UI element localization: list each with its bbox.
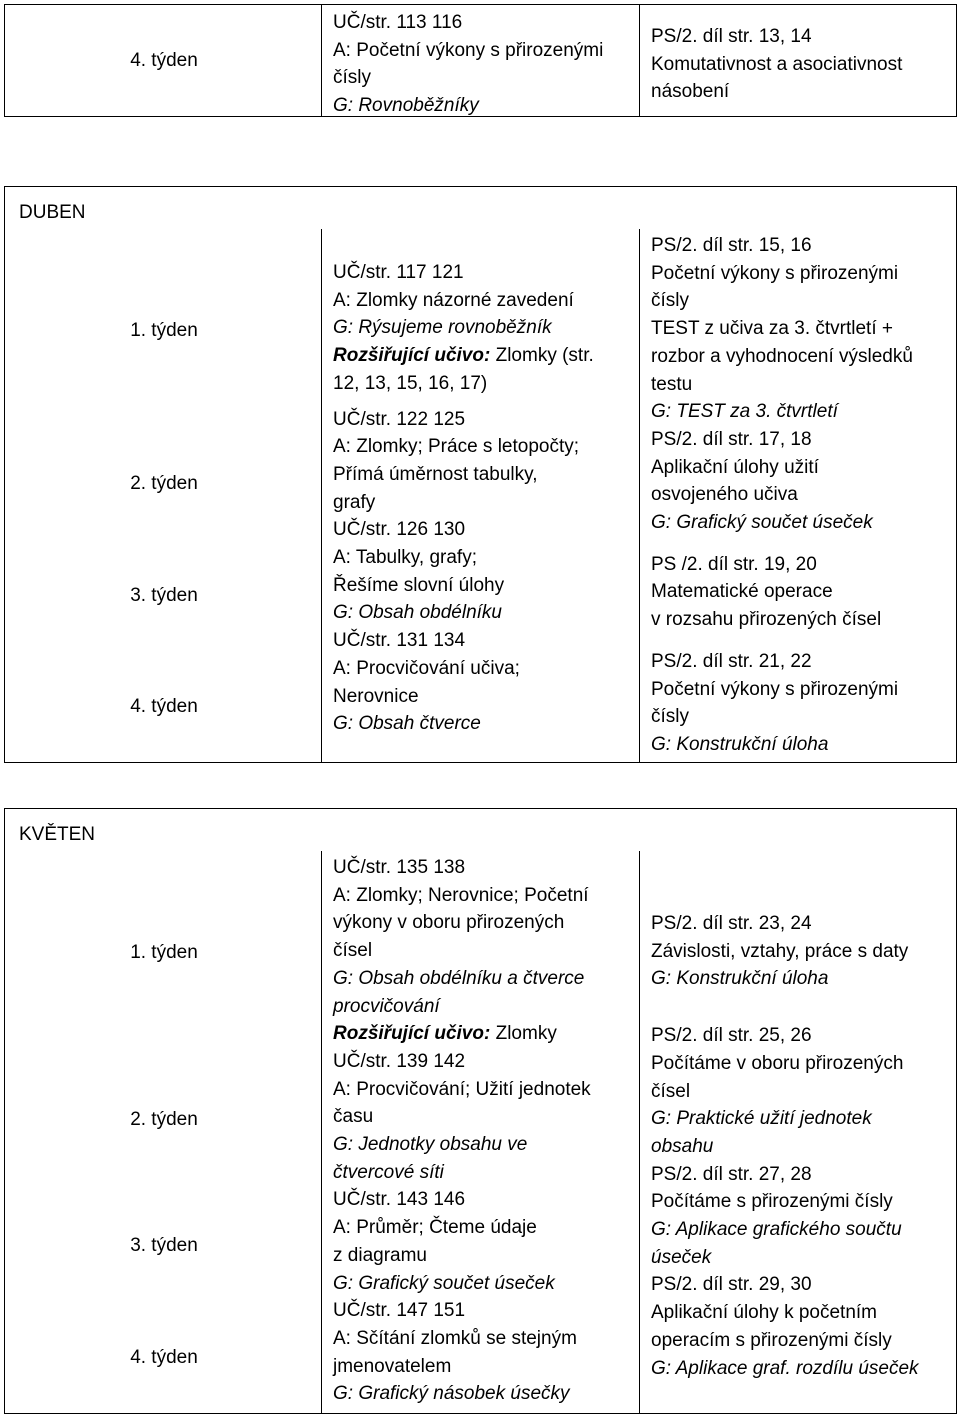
text-line: G: Obsah obdélníku a čtverce: [333, 967, 585, 989]
text-line: UČ/str. 113 116: [333, 12, 463, 33]
text-line: A: Sčítání zlomků se stejným: [333, 1327, 577, 1349]
text-line: A: Početní výkony s přirozenými: [333, 39, 604, 61]
text-line: čísly: [651, 706, 689, 728]
text-line: Aplikační úlohy užití: [651, 456, 819, 478]
text-line: Početní výkony s přirozenými: [651, 678, 899, 700]
text-line: A: Zlomky; Práce s letopočty;: [333, 436, 580, 458]
spacer: [651, 537, 913, 551]
text-line: čísly: [651, 290, 689, 312]
text-line: PS/2. díl str. 15, 16: [651, 235, 812, 256]
text-line: PS/2. díl str. 23, 24: [651, 913, 812, 934]
text-line: PS /2. díl str. 19, 20: [651, 553, 817, 575]
week-label: 2. týden: [130, 1109, 198, 1130]
text-line: Nerovnice: [333, 685, 419, 707]
text-line: Matematické operace: [651, 581, 833, 603]
text-line: UČ/str. 117 121: [333, 262, 464, 283]
text-line: PS/2. díl str. 29, 30: [651, 1274, 812, 1296]
text-line: [333, 342, 594, 370]
text-line: G: Konstrukční úloha: [651, 733, 829, 755]
text-line: UČ/str. 135 138: [333, 857, 466, 878]
text-line: času: [333, 1106, 374, 1128]
text-line: PS/2. díl str. 27, 28: [651, 1163, 812, 1185]
text-line: výkony v oboru přirozených: [333, 912, 565, 934]
divider: [639, 5, 640, 116]
text-line: PS/2. díl str. 21, 22: [651, 650, 812, 672]
text-line: čísel: [651, 1080, 691, 1102]
extension-text: Zlomky (str.: [490, 345, 594, 367]
week-label: 4. týden: [130, 696, 198, 717]
text-line: [333, 1020, 591, 1048]
kveten-table: [4, 808, 957, 1414]
workbook-cell: [651, 910, 919, 1382]
text-line: Počítáme s přirozenými čísly: [651, 1191, 893, 1213]
text-line: UČ/str. 143 146: [333, 1189, 466, 1211]
text-line: A: Zlomky; Nerovnice; Početní: [333, 884, 589, 906]
week-label: 3. týden: [130, 585, 198, 606]
text-line: G: Grafický součet úseček: [333, 1272, 555, 1294]
text-line: G: Aplikace graf. rozdílu úseček: [651, 1357, 919, 1379]
text-line: čísel: [333, 940, 373, 962]
week-label: 2. týden: [130, 473, 198, 494]
text-line: jmenovatelem: [333, 1355, 452, 1377]
text-line: G: Aplikace grafického součtu: [651, 1219, 902, 1241]
text-line: UČ/str. 139 142: [333, 1050, 466, 1072]
text-line: G: Obsah obdélníku: [333, 602, 502, 624]
week-label: 3. týden: [130, 1235, 198, 1256]
text-line: A: Procvičování; Užití jednotek: [333, 1078, 591, 1100]
week-label: 4. týden: [130, 1347, 198, 1368]
text-line: Řešíme slovní úlohy: [333, 574, 505, 596]
text-line: A: Zlomky názorné zavedení: [333, 289, 574, 311]
extension-label: Rozšiřující učivo:: [333, 345, 491, 367]
text-line: UČ/str. 126 130: [333, 519, 466, 541]
text-line: grafy: [333, 491, 376, 513]
text-line: Aplikační úlohy k početním: [651, 1302, 878, 1324]
textbook-cell: [333, 9, 603, 120]
text-line: z diagramu: [333, 1244, 427, 1266]
text-line: A: Procvičování učiva;: [333, 657, 520, 679]
text-line: G: TEST za 3. čtvrtletí: [651, 401, 838, 423]
text-line: obsahu: [651, 1135, 714, 1157]
spacer: [651, 634, 913, 648]
week-label: 1. týden: [130, 320, 198, 341]
textbook-cell: [333, 854, 591, 1408]
month-heading: KVĚTEN: [19, 824, 96, 845]
text-line: PS/2. díl str. 17, 18: [651, 428, 812, 450]
text-line: 12, 13, 15, 16, 17): [333, 372, 488, 394]
spacer: [333, 398, 594, 406]
extension-label: Rozšiřující učivo:: [333, 1023, 491, 1045]
extension-text: Zlomky: [490, 1023, 557, 1045]
divider: [639, 229, 640, 762]
text-line: TEST z učiva za 3. čtvrtletí +: [651, 318, 893, 340]
text-line: testu: [651, 373, 693, 395]
divider: [639, 851, 640, 1413]
month-heading: DUBEN: [19, 202, 86, 223]
text-line: Komutativnost a asociativnost: [651, 53, 903, 75]
text-line: Početní výkony s přirozenými: [651, 262, 899, 284]
text-line: PS/2. díl str. 13, 14: [651, 26, 812, 47]
top-row-table: [4, 4, 957, 117]
text-line: G: Rýsujeme rovnoběžník: [333, 317, 552, 339]
text-line: G: Grafický násobek úsečky: [333, 1383, 570, 1405]
text-line: G: Rovnoběžníky: [333, 95, 479, 117]
text-line: A: Tabulky, grafy;: [333, 547, 477, 569]
text-line: Závislosti, vztahy, práce s daty: [651, 940, 909, 962]
spacer: [651, 993, 919, 1022]
text-line: UČ/str. 131 134: [333, 630, 466, 652]
text-line: UČ/str. 122 125: [333, 408, 466, 430]
text-line: G: Konstrukční úloha: [651, 968, 829, 990]
text-line: G: Grafický součet úseček: [651, 512, 873, 534]
textbook-cell: [333, 259, 594, 738]
week-label: 1. týden: [130, 942, 198, 963]
duben-table: [4, 186, 957, 763]
text-line: čísly: [333, 67, 371, 89]
workbook-cell: [651, 23, 902, 106]
text-line: G: Obsah čtverce: [333, 713, 481, 735]
text-line: A: Průměr; Čteme údaje: [333, 1217, 537, 1239]
workbook-cell: [651, 232, 913, 759]
text-line: úseček: [651, 1246, 712, 1268]
text-line: procvičování: [333, 995, 440, 1017]
text-line: Přímá úměrnost tabulky,: [333, 463, 538, 485]
text-line: G: Praktické užití jednotek: [651, 1108, 872, 1130]
text-line: čtvercové síti: [333, 1161, 444, 1183]
text-line: rozbor a vyhodnocení výsledků: [651, 345, 913, 367]
text-line: násobení: [651, 81, 730, 103]
text-line: Počítáme v oboru přirozených: [651, 1052, 904, 1074]
text-line: UČ/str. 147 151: [333, 1300, 466, 1322]
week-label: 4. týden: [130, 50, 198, 71]
text-line: osvojeného učiva: [651, 484, 798, 506]
text-line: operacím s přirozenými čísly: [651, 1329, 892, 1351]
text-line: G: Jednotky obsahu ve: [333, 1134, 528, 1156]
text-line: PS/2. díl str. 25, 26: [651, 1025, 812, 1047]
text-line: v rozsahu přirozených čísel: [651, 609, 882, 631]
